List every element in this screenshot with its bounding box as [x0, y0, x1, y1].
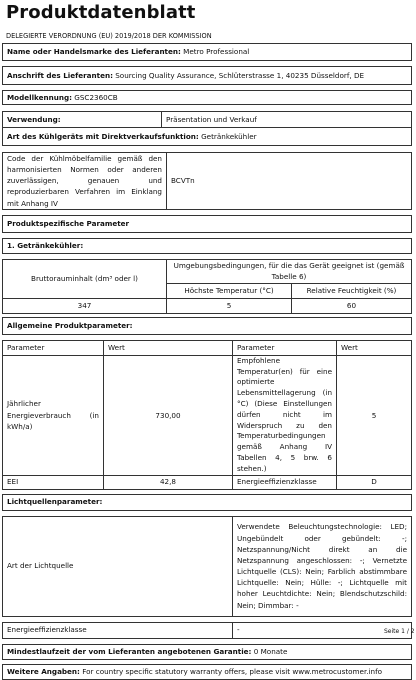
value-col-header-2: Wert: [341, 343, 358, 353]
page-prefix: Seite: [384, 628, 400, 635]
page-title: Produktdatenblatt: [6, 2, 196, 23]
recommended-temp-value: 5: [371, 410, 377, 420]
energy-class-label: Energieeffizienzklasse: [237, 477, 317, 487]
additional-info-table: [2, 664, 412, 680]
model-value: GSC2360CB: [74, 92, 118, 102]
eei-value: 42,8: [159, 477, 176, 487]
usage-value: Präsentation und Verkauf: [166, 114, 257, 124]
specific-params-table: [2, 215, 412, 314]
code-table: [2, 152, 412, 210]
warranty-value: 0 Monate: [253, 646, 288, 656]
beverage-cooler-heading: 1. Getränkekühler:: [7, 241, 84, 251]
supplier-name-value: Metro Professional: [183, 47, 250, 57]
gross-volume-value: 347: [77, 301, 92, 311]
datasheet: [2, 43, 415, 680]
additional-info-value: For country specific statutory warranty offers, please visit www.metrocustomer.info: [82, 666, 383, 676]
cooler-type-label: Art des Kühlgeräts mit Direktverkaufsfunktion:: [7, 131, 199, 141]
cooler-type-value: Getränkekühler: [201, 131, 257, 141]
annual-energy-label: Jährlicher Energieverbrauch (in kWh/a): [7, 399, 99, 431]
supplier-address-row: [3, 67, 412, 85]
light-source-table: [2, 494, 415, 639]
specific-params-heading: Produktspezifische Parameter: [7, 219, 130, 229]
param-col-header: Parameter: [7, 343, 45, 353]
energy-class-value: D: [371, 477, 377, 487]
light-source-heading: Lichtquellenparameter:: [7, 497, 103, 507]
annual-energy-value: 730,00: [155, 410, 181, 420]
max-temp-label: Höchste Temperatur (°C): [184, 286, 274, 296]
regulation-subtitle: DELEGIERTE VERORDNUNG (EU) 2019/2018 DER KOMMISSION: [6, 32, 212, 40]
supplier-address-value: Sourcing Quality Assurance, Schlüterstrasse 1, 40235 Düsseldorf, DE: [115, 70, 365, 80]
model-label: Modellkennung:: [7, 92, 72, 102]
warranty-table: [2, 644, 412, 660]
supplier-table: [2, 43, 412, 105]
light-class-label: Energieeffizienzklasse: [7, 625, 87, 635]
param-col-header-2: Parameter: [237, 343, 275, 353]
general-params-table: [2, 317, 412, 490]
supplier-name-label: Name oder Handelsmarke des Lieferanten:: [7, 47, 181, 57]
recommended-temp-label: Empfohlene Temperatur(en) für eine optimierte Lebensmittellagerung (in °C) (Diese Einstellungen dürfen nicht im Widerspruch zu den Temperaturbedingungen gemäß Anhang IV Tabellen 4, 5 brw. 6 stehen.): [237, 355, 332, 473]
gross-volume-label: Bruttorauminhalt (dm³ oder l): [31, 274, 138, 284]
model-row: [3, 91, 412, 105]
max-temp-value: 5: [226, 301, 232, 311]
ambient-conditions-label: Umgebungsbedingungen, für die das Gerät geeignet ist (gemäß Tabelle 6): [173, 261, 405, 282]
light-type-value: Verwendete Beleuchtungstechnologie: LED; Ungebündelt oder gebündelt: -; Netzspannung/Nicht direkt an die Netzspannung angeschlossen: -; Vernetzte Lichtquelle (CLS): Nein; Farblich abstimmbare Lichtquelle: Nein; Hülle: -; Lichtquelle mit hoher Leuchtdichte: Nein; Blendschutzschild: Nein; Dimmbar: -: [237, 522, 407, 610]
warranty-label: Mindestlaufzeit der vom Lieferanten angebotenen Garantie:: [7, 646, 252, 656]
humidity-value: 60: [346, 301, 357, 311]
page-number: [384, 628, 415, 635]
supplier-name-row: [3, 44, 412, 61]
eei-label: EEI: [7, 477, 19, 487]
page-value: 1 / 2: [401, 628, 415, 635]
humidity-label: Relative Feuchtigkeit (%): [306, 286, 397, 296]
supplier-address-label: Anschrift des Lieferanten:: [7, 70, 113, 80]
usage-table: [2, 111, 412, 146]
additional-info-label: Weitere Angaben:: [7, 666, 80, 676]
value-col-header: Wert: [108, 343, 125, 353]
light-type-label: Art der Lichtquelle: [7, 561, 74, 571]
light-class-value: -: [237, 625, 240, 635]
usage-label: Verwendung:: [7, 114, 61, 124]
family-code-label: Code der Kühlmöbelfamilie gemäß den harmonisierten Normen oder anderen zuverlässigen, genauen und reproduzierbaren Verfahren im Einklang mit Anhang IV: [7, 154, 162, 208]
family-code-value: BCVTn: [171, 176, 195, 186]
general-params-heading: Allgemeine Produktparameter:: [7, 321, 133, 331]
